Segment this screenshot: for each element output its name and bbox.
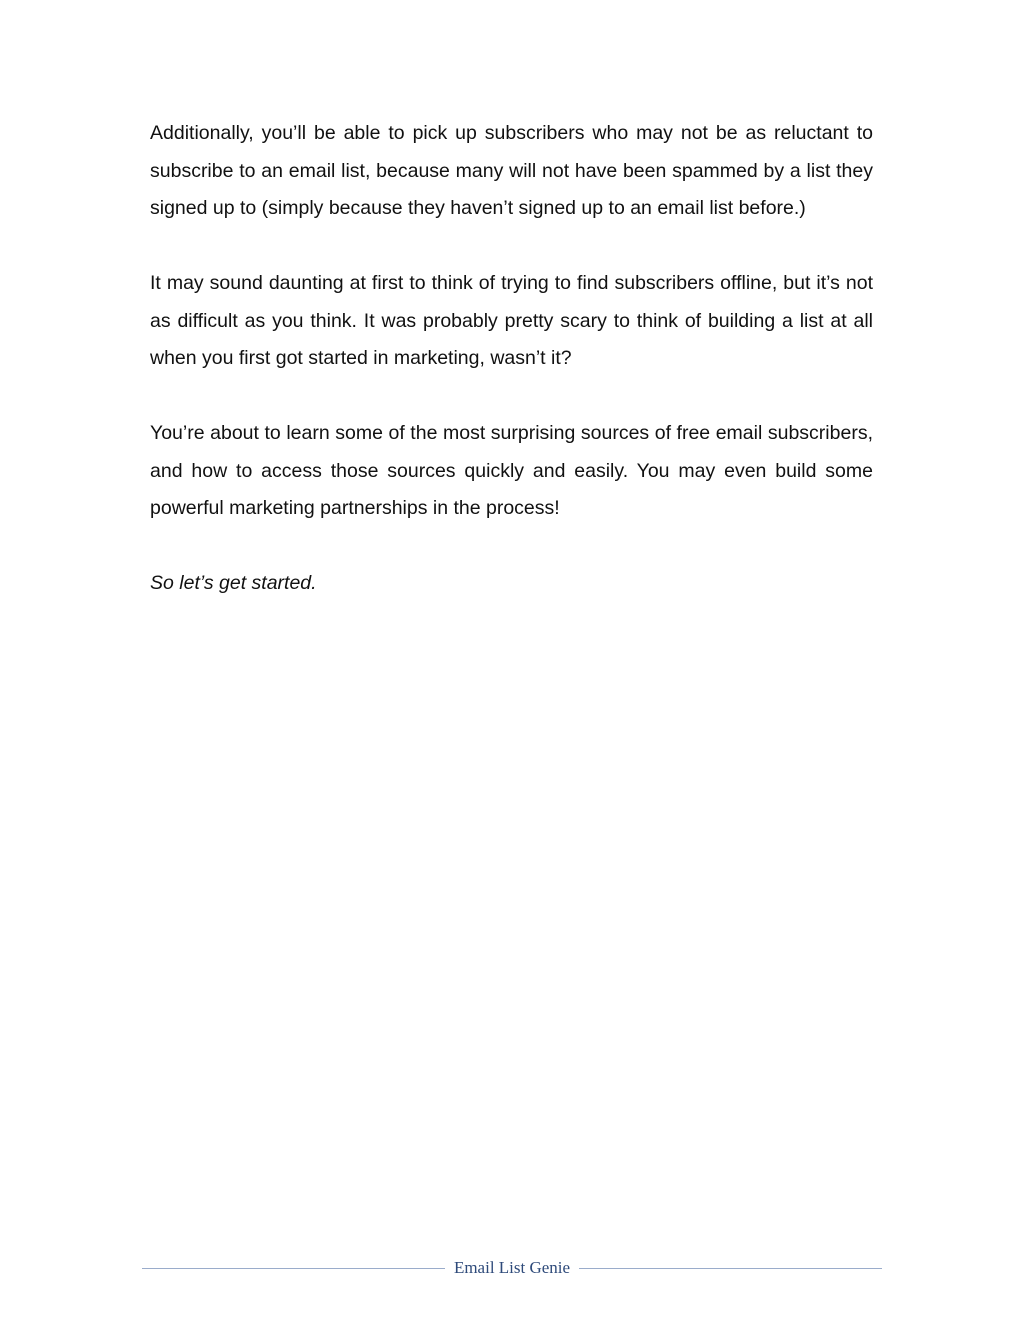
footer-title: Email List Genie <box>453 1258 571 1277</box>
paragraph-3: You’re about to learn some of the most surprising sources of free email subscribers, and how to access those sources quickly and easily. You may even build some powerful marketing partnerships in the process! <box>150 422 873 519</box>
footer-rule-right <box>579 1268 882 1269</box>
paragraph-2: It may sound daunting at first to think of trying to find subscribers offline, but it’s not as difficult as you think. It was probably pretty scary to think of building a list at all when you first got started in marketing, wasn’t it? <box>150 272 873 369</box>
page-footer <box>142 1256 882 1280</box>
body-text <box>150 115 873 640</box>
paragraph-1: Additionally, you’ll be able to pick up subscribers who may not be as reluctant to subscribe to an email list, because many will not have been spammed by a list they signed up to (simply because they haven’t signed up to an email list before.) <box>150 122 873 219</box>
footer-rule-left <box>142 1268 445 1269</box>
closing-line: So let’s get started. <box>150 572 317 594</box>
